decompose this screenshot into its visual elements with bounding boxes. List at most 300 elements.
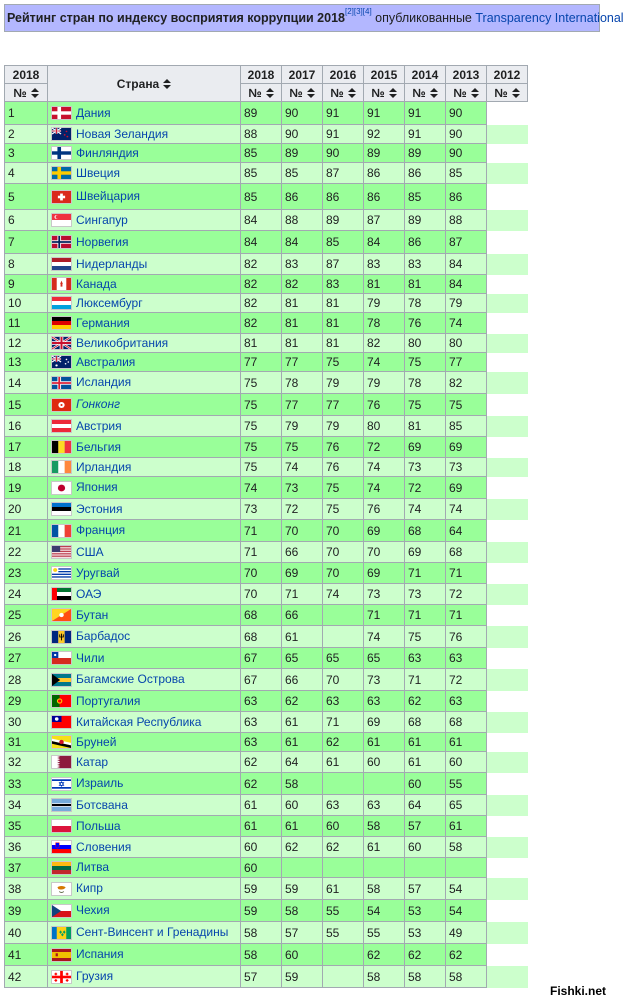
score-cell-2012 (487, 353, 528, 372)
country-link[interactable]: Швеция (76, 165, 120, 180)
score-cell-2017: 79 (282, 416, 323, 437)
score-cell-2015 (364, 773, 405, 795)
score-cell-2012 (487, 458, 528, 477)
rank-cell: 33 (5, 773, 48, 795)
header-country[interactable] (48, 66, 241, 102)
score-cell-2012 (487, 858, 528, 878)
score-cell-2013: 54 (446, 900, 487, 922)
rank-cell: 37 (5, 858, 48, 878)
country-link[interactable]: Сент-Винсент и Гренадины (76, 925, 229, 940)
header-year-2013: 2013 (446, 66, 487, 84)
country-link[interactable]: Австралия (76, 354, 136, 369)
header-year-2015: 2015 (364, 66, 405, 84)
score-cell-2016: 87 (323, 254, 364, 275)
country-link[interactable]: Канада (76, 276, 117, 291)
score-cell-2013: 55 (446, 773, 487, 795)
country-cell (48, 542, 241, 563)
score-cell-2014: 73 (405, 584, 446, 605)
score-cell-2013: 54 (446, 878, 487, 900)
score-cell-2012 (487, 878, 528, 900)
country-link[interactable]: Чехия (76, 903, 110, 918)
country-link[interactable]: Япония (76, 480, 118, 495)
table-row (5, 858, 528, 878)
score-cell-2018: 73 (241, 499, 282, 520)
score-cell-2015: 76 (364, 499, 405, 520)
table-row (5, 184, 528, 210)
sort-header-label: № (371, 85, 385, 100)
score-cell-2018: 85 (241, 163, 282, 184)
score-cell-2018: 62 (241, 773, 282, 795)
sort-header-2013[interactable] (446, 84, 487, 102)
table-row (5, 837, 528, 858)
country-link[interactable]: Бутан (76, 607, 109, 622)
country-link[interactable]: Великобритания (76, 335, 169, 350)
table-row (5, 773, 528, 795)
score-cell-2018: 75 (241, 372, 282, 394)
country-cell (48, 437, 241, 458)
score-cell-2013: 84 (446, 275, 487, 294)
country-link[interactable]: Франция (76, 523, 126, 538)
sort-icon[interactable] (430, 88, 438, 98)
table-row (5, 584, 528, 605)
score-cell-2015: 69 (364, 563, 405, 584)
country-cell (48, 184, 241, 210)
score-cell-2018: 75 (241, 416, 282, 437)
flag-icon-sg (51, 213, 72, 227)
country-link[interactable]: Катар (76, 754, 109, 769)
score-cell-2016: 55 (323, 900, 364, 922)
country-cell (48, 858, 241, 878)
score-cell-2013: 64 (446, 520, 487, 542)
score-cell-2014: 81 (405, 416, 446, 437)
country-link[interactable]: Нидерланды (76, 256, 148, 271)
country-link[interactable]: Израиль (76, 776, 124, 791)
country-link[interactable]: Багамские Острова (76, 672, 185, 687)
rank-cell: 42 (5, 966, 48, 988)
flag-icon-at (51, 419, 72, 433)
flag-icon-se (51, 166, 72, 180)
sort-header-rank[interactable] (5, 84, 48, 102)
sort-icon[interactable] (389, 88, 397, 98)
rank-cell: 32 (5, 752, 48, 773)
score-cell-2017: 69 (282, 563, 323, 584)
table-row (5, 210, 528, 231)
sort-icon[interactable] (266, 88, 274, 98)
sort-icon[interactable] (512, 88, 520, 98)
country-link[interactable]: Бельгия (76, 439, 121, 454)
country-link[interactable]: Грузия (76, 969, 114, 984)
score-cell-2014: 74 (405, 499, 446, 520)
score-cell-2015: 58 (364, 966, 405, 988)
sort-header-2015[interactable] (364, 84, 405, 102)
score-cell-2012 (487, 584, 528, 605)
score-cell-2016: 70 (323, 542, 364, 563)
score-cell-2014: 53 (405, 922, 446, 944)
score-cell-2015: 89 (364, 144, 405, 163)
score-cell-2016 (323, 605, 364, 626)
country-cell (48, 878, 241, 900)
table-row (5, 733, 528, 752)
score-cell-2016: 62 (323, 837, 364, 858)
score-cell-2013: 90 (446, 125, 487, 144)
score-cell-2012 (487, 334, 528, 353)
score-cell-2014: 75 (405, 626, 446, 648)
table-row (5, 458, 528, 477)
score-cell-2018: 71 (241, 520, 282, 542)
score-cell-2012 (487, 773, 528, 795)
score-cell-2013: 72 (446, 669, 487, 691)
flag-icon-pt (51, 694, 72, 708)
country-link[interactable]: Ботсвана (76, 797, 128, 812)
sort-icon[interactable] (163, 79, 171, 89)
table-row (5, 125, 528, 144)
header-year-2014: 2014 (405, 66, 446, 84)
header-year-2012: 2012 (487, 66, 528, 84)
score-cell-2017: 81 (282, 313, 323, 334)
country-cell (48, 563, 241, 584)
flag-icon-qa (51, 755, 72, 769)
score-cell-2013: 85 (446, 163, 487, 184)
country-link[interactable]: Австрия (76, 418, 122, 433)
score-cell-2018: 61 (241, 795, 282, 816)
score-cell-2017: 71 (282, 584, 323, 605)
score-cell-2013: 86 (446, 184, 487, 210)
score-cell-2014: 91 (405, 102, 446, 125)
score-cell-2017: 81 (282, 334, 323, 353)
rank-cell: 2 (5, 125, 48, 144)
score-cell-2016: 89 (323, 210, 364, 231)
score-cell-2012 (487, 437, 528, 458)
score-cell-2017: 83 (282, 254, 323, 275)
country-link[interactable]: Литва (76, 860, 109, 875)
score-cell-2016: 77 (323, 394, 364, 416)
country-cell (48, 394, 241, 416)
country-link[interactable]: Гонконг (76, 397, 120, 412)
rank-cell: 30 (5, 712, 48, 733)
table-row (5, 499, 528, 520)
score-cell-2013: 62 (446, 944, 487, 966)
rank-cell: 19 (5, 477, 48, 499)
score-cell-2014: 89 (405, 210, 446, 231)
rank-cell: 23 (5, 563, 48, 584)
score-cell-2015: 76 (364, 394, 405, 416)
score-cell-2017: 59 (282, 966, 323, 988)
score-cell-2014: 63 (405, 648, 446, 669)
country-link[interactable]: Исландия (76, 375, 132, 390)
table-row (5, 966, 528, 988)
score-cell-2015: 61 (364, 837, 405, 858)
table-row (5, 563, 528, 584)
score-cell-2016: 81 (323, 313, 364, 334)
score-cell-2017: 90 (282, 125, 323, 144)
country-cell (48, 499, 241, 520)
score-cell-2018: 74 (241, 477, 282, 499)
table-row (5, 477, 528, 499)
rank-cell: 18 (5, 458, 48, 477)
score-cell-2017: 77 (282, 394, 323, 416)
flag-icon-cl (51, 651, 72, 665)
country-cell (48, 712, 241, 733)
caption-org-link[interactable]: Transparency International (475, 11, 624, 25)
rank-cell: 29 (5, 691, 48, 712)
score-cell-2018: 58 (241, 944, 282, 966)
country-link[interactable]: Новая Зеландия (76, 126, 169, 141)
flag-icon-bs (51, 673, 72, 687)
score-cell-2018: 82 (241, 275, 282, 294)
sort-icon[interactable] (348, 88, 356, 98)
sort-header-2016[interactable] (323, 84, 364, 102)
country-link[interactable]: Словения (76, 839, 132, 854)
flag-icon-ee (51, 502, 72, 516)
score-cell-2014: 89 (405, 144, 446, 163)
score-cell-2013: 80 (446, 334, 487, 353)
table-row (5, 712, 528, 733)
country-link[interactable]: Польша (76, 818, 121, 833)
flag-icon-lt (51, 861, 72, 875)
score-cell-2016: 85 (323, 231, 364, 254)
score-cell-2018: 70 (241, 584, 282, 605)
table-row (5, 372, 528, 394)
score-cell-2016: 76 (323, 437, 364, 458)
score-cell-2015: 82 (364, 334, 405, 353)
flag-icon-bb (51, 630, 72, 644)
country-link[interactable]: Финляндия (76, 145, 139, 160)
rank-cell: 20 (5, 499, 48, 520)
rank-cell: 9 (5, 275, 48, 294)
table-row (5, 752, 528, 773)
score-cell-2012 (487, 669, 528, 691)
score-cell-2013: 90 (446, 144, 487, 163)
score-cell-2013: 72 (446, 584, 487, 605)
score-cell-2014: 57 (405, 816, 446, 837)
country-link[interactable]: Сингапур (76, 212, 128, 227)
score-cell-2017: 88 (282, 210, 323, 231)
score-cell-2015: 74 (364, 353, 405, 372)
country-link[interactable]: Барбадос (76, 629, 131, 644)
score-cell-2012 (487, 477, 528, 499)
score-cell-2014: 58 (405, 966, 446, 988)
score-cell-2013: 69 (446, 437, 487, 458)
score-cell-2016 (323, 858, 364, 878)
table-row (5, 254, 528, 275)
country-cell (48, 966, 241, 988)
sort-header-2012[interactable] (487, 84, 528, 102)
country-cell (48, 125, 241, 144)
flag-icon-pl (51, 819, 72, 833)
country-link[interactable]: Кипр (76, 881, 103, 896)
country-cell (48, 477, 241, 499)
country-cell (48, 605, 241, 626)
score-cell-2012 (487, 563, 528, 584)
country-link[interactable]: Португалия (76, 693, 141, 708)
score-cell-2017: 66 (282, 605, 323, 626)
flag-icon-us (51, 545, 72, 559)
score-cell-2013: 63 (446, 648, 487, 669)
score-cell-2017: 61 (282, 626, 323, 648)
score-cell-2012 (487, 394, 528, 416)
rank-cell: 10 (5, 294, 48, 313)
flag-icon-ae (51, 587, 72, 601)
score-cell-2012 (487, 275, 528, 294)
score-cell-2012 (487, 254, 528, 275)
country-cell (48, 900, 241, 922)
score-cell-2012 (487, 542, 528, 563)
rank-cell: 36 (5, 837, 48, 858)
score-cell-2016 (323, 966, 364, 988)
table-row (5, 922, 528, 944)
rank-cell: 7 (5, 231, 48, 254)
country-cell (48, 231, 241, 254)
sort-header-2017[interactable] (282, 84, 323, 102)
score-cell-2012 (487, 163, 528, 184)
country-link[interactable]: Китайская Республика (76, 714, 202, 729)
header-year-2016: 2016 (323, 66, 364, 84)
score-cell-2015: 74 (364, 458, 405, 477)
score-cell-2016: 81 (323, 334, 364, 353)
score-cell-2013: 88 (446, 210, 487, 231)
score-cell-2015: 69 (364, 520, 405, 542)
country-cell (48, 458, 241, 477)
flag-icon-si (51, 840, 72, 854)
table-row (5, 900, 528, 922)
flag-icon-nz (51, 127, 72, 141)
score-cell-2016: 79 (323, 416, 364, 437)
table-row (5, 816, 528, 837)
score-cell-2016: 74 (323, 584, 364, 605)
country-link[interactable]: Уругвай (76, 565, 120, 580)
score-cell-2014: 80 (405, 334, 446, 353)
country-link[interactable]: Чили (76, 650, 105, 665)
country-link[interactable]: Германия (76, 315, 130, 330)
sort-icon[interactable] (31, 88, 39, 98)
score-cell-2013: 65 (446, 795, 487, 816)
score-cell-2014: 62 (405, 691, 446, 712)
table-row (5, 626, 528, 648)
score-cell-2014: 86 (405, 163, 446, 184)
score-cell-2018: 60 (241, 858, 282, 878)
country-cell (48, 416, 241, 437)
rank-cell: 12 (5, 334, 48, 353)
score-cell-2017: 58 (282, 900, 323, 922)
score-cell-2018: 68 (241, 605, 282, 626)
score-cell-2013: 87 (446, 231, 487, 254)
score-cell-2012 (487, 837, 528, 858)
score-cell-2013: 74 (446, 499, 487, 520)
country-cell (48, 102, 241, 125)
score-cell-2016: 91 (323, 102, 364, 125)
score-cell-2015: 63 (364, 691, 405, 712)
score-cell-2015: 62 (364, 944, 405, 966)
score-cell-2014: 71 (405, 563, 446, 584)
score-cell-2016: 79 (323, 372, 364, 394)
sort-header-2014[interactable] (405, 84, 446, 102)
country-link[interactable]: Норвегия (76, 234, 129, 249)
flag-icon-bw (51, 798, 72, 812)
sort-header-label: № (453, 85, 467, 100)
score-cell-2017: 74 (282, 458, 323, 477)
country-cell (48, 648, 241, 669)
sort-icon[interactable] (471, 88, 479, 98)
country-cell (48, 520, 241, 542)
score-cell-2014: 75 (405, 394, 446, 416)
flag-icon-be (51, 440, 72, 454)
score-cell-2018: 63 (241, 691, 282, 712)
sort-header-label: № (289, 85, 303, 100)
country-link[interactable]: Испания (76, 947, 124, 962)
country-cell (48, 795, 241, 816)
rank-cell: 5 (5, 184, 48, 210)
country-link[interactable]: ОАЭ (76, 586, 102, 601)
rank-cell: 35 (5, 816, 48, 837)
score-cell-2012 (487, 900, 528, 922)
score-cell-2015: 81 (364, 275, 405, 294)
score-cell-2014: 78 (405, 372, 446, 394)
score-cell-2014: 76 (405, 313, 446, 334)
score-cell-2017: 58 (282, 773, 323, 795)
sort-header-2018[interactable] (241, 84, 282, 102)
score-cell-2014: 81 (405, 275, 446, 294)
country-cell (48, 372, 241, 394)
country-cell (48, 144, 241, 163)
caption-refs[interactable]: [2][3][4] (344, 7, 372, 16)
score-cell-2012 (487, 499, 528, 520)
score-cell-2018: 61 (241, 816, 282, 837)
country-link[interactable]: Ирландия (76, 459, 132, 474)
score-cell-2015: 72 (364, 437, 405, 458)
score-cell-2016: 61 (323, 878, 364, 900)
country-link[interactable]: Бруней (76, 734, 117, 749)
score-cell-2013: 68 (446, 542, 487, 563)
score-cell-2018: 60 (241, 837, 282, 858)
rank-cell: 14 (5, 372, 48, 394)
rank-cell: 8 (5, 254, 48, 275)
rank-cell: 13 (5, 353, 48, 372)
table-row (5, 416, 528, 437)
country-link[interactable]: Швейцария (76, 189, 141, 204)
score-cell-2012 (487, 231, 528, 254)
score-cell-2014: 53 (405, 900, 446, 922)
score-cell-2017: 62 (282, 837, 323, 858)
score-cell-2016: 70 (323, 669, 364, 691)
country-link[interactable]: Дания (76, 105, 111, 120)
score-cell-2012 (487, 944, 528, 966)
score-cell-2017: 60 (282, 795, 323, 816)
flag-icon-il (51, 777, 72, 791)
score-cell-2014: 71 (405, 669, 446, 691)
flag-icon-fi (51, 146, 72, 160)
country-link[interactable]: Эстония (76, 501, 123, 516)
rank-cell: 17 (5, 437, 48, 458)
score-cell-2016: 70 (323, 563, 364, 584)
score-cell-2017: 90 (282, 102, 323, 125)
sort-icon[interactable] (307, 88, 315, 98)
score-cell-2016: 91 (323, 125, 364, 144)
score-cell-2017: 75 (282, 437, 323, 458)
rank-cell: 26 (5, 626, 48, 648)
table-row (5, 795, 528, 816)
rank-cell: 40 (5, 922, 48, 944)
score-cell-2017: 59 (282, 878, 323, 900)
flag-icon-is (51, 376, 72, 390)
score-cell-2012 (487, 752, 528, 773)
country-link[interactable]: США (76, 544, 104, 559)
flag-icon-ge (51, 970, 72, 984)
country-cell (48, 691, 241, 712)
score-cell-2014: 86 (405, 231, 446, 254)
table-row (5, 520, 528, 542)
score-cell-2013: 61 (446, 733, 487, 752)
country-link[interactable]: Люксембург (76, 295, 143, 310)
